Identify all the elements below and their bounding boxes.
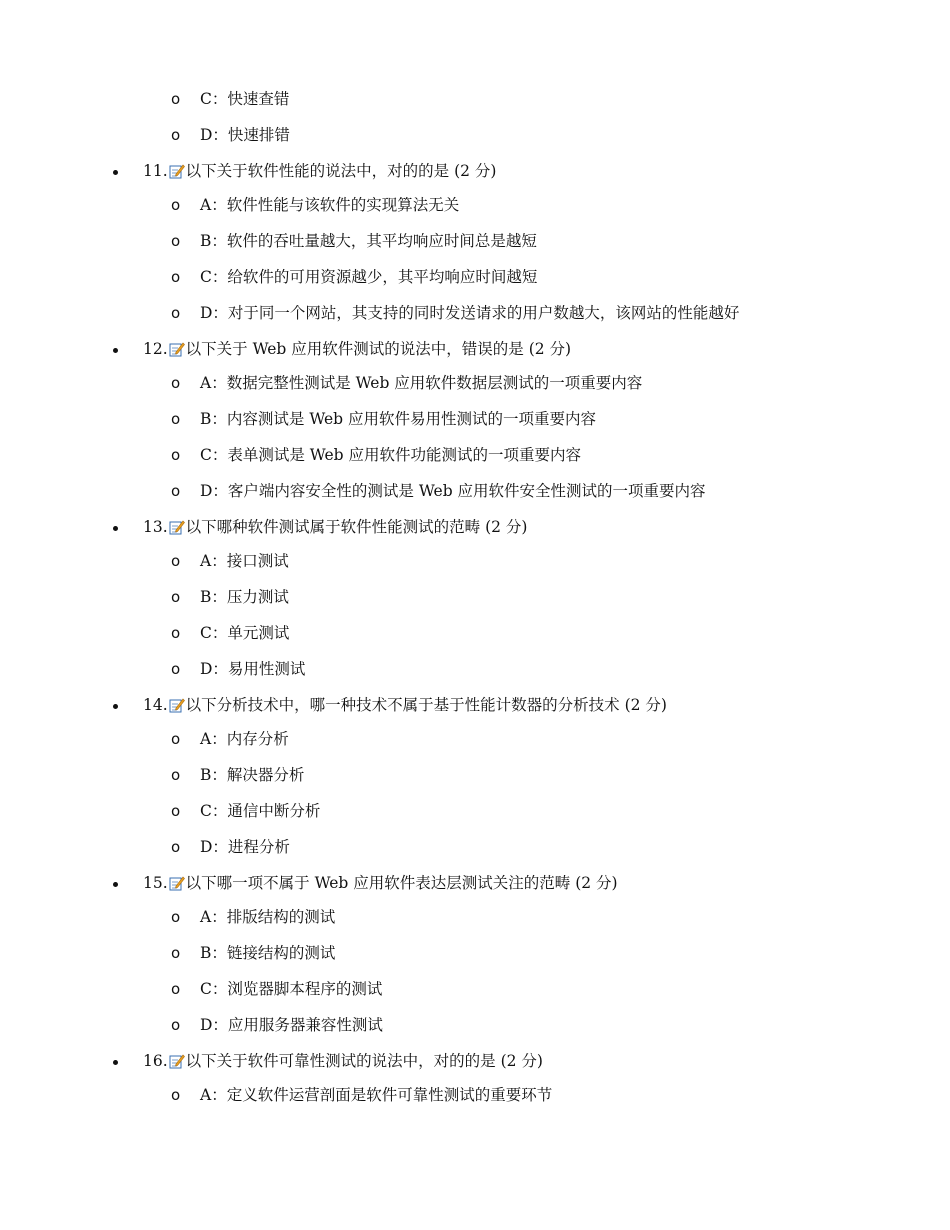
question-number: 13. <box>143 518 168 536</box>
sub-bullet: o <box>171 196 181 214</box>
question-heading <box>143 871 618 895</box>
sub-bullet: o <box>171 660 181 678</box>
edit-note-icon[interactable] <box>169 519 185 535</box>
sub-bullet: o <box>171 588 181 606</box>
option-text: D：易用性测试 <box>200 660 306 678</box>
sub-bullet: o <box>171 232 181 250</box>
option-text: A：软件性能与该软件的实现算法无关 <box>200 196 460 214</box>
question-text: 以下关于软件性能的说法中，对的的是 (2 分) <box>185 162 497 180</box>
question-heading <box>143 159 496 183</box>
bullet-dot <box>113 348 118 353</box>
edit-note-icon[interactable] <box>169 875 185 891</box>
sub-bullet: o <box>171 838 181 856</box>
sub-bullet: o <box>171 980 181 998</box>
sub-bullet: o <box>171 730 181 748</box>
sub-bullet: o <box>171 944 181 962</box>
option-text: D：客户端内容安全性的测试是 Web 应用软件安全性测试的一项重要内容 <box>200 482 706 500</box>
option-text: A：定义软件运营剖面是软件可靠性测试的重要环节 <box>200 1086 553 1104</box>
option-text: B：链接结构的测试 <box>200 944 336 962</box>
sub-bullet: o <box>171 410 181 428</box>
question-heading <box>143 515 527 539</box>
sub-bullet: o <box>171 766 181 784</box>
option-text: C：表单测试是 Web 应用软件功能测试的一项重要内容 <box>200 446 581 464</box>
option-text: B：解决器分析 <box>200 766 305 784</box>
edit-note-icon[interactable] <box>169 1053 185 1069</box>
sub-bullet: o <box>171 482 181 500</box>
question-heading <box>143 337 571 361</box>
sub-bullet: o <box>171 90 181 108</box>
sub-bullet: o <box>171 304 181 322</box>
question-text: 以下关于软件可靠性测试的说法中，对的的是 (2 分) <box>185 1052 543 1070</box>
option-text: C：浏览器脚本程序的测试 <box>200 980 383 998</box>
option-text: C：快速查错 <box>200 90 290 108</box>
bullet-dot <box>113 882 118 887</box>
question-heading <box>143 1049 543 1073</box>
question-number: 16. <box>143 1052 168 1070</box>
option-text: B：压力测试 <box>200 588 289 606</box>
option-text: D：对于同一个网站，其支持的同时发送请求的用户数越大，该网站的性能越好 <box>200 304 740 322</box>
sub-bullet: o <box>171 374 181 392</box>
edit-note-icon[interactable] <box>169 163 185 179</box>
question-number: 11. <box>143 162 168 180</box>
option-text: C：给软件的可用资源越少，其平均响应时间越短 <box>200 268 538 286</box>
option-text: D：进程分析 <box>200 838 290 856</box>
edit-note-icon[interactable] <box>169 341 185 357</box>
sub-bullet: o <box>171 446 181 464</box>
question-heading <box>143 693 667 717</box>
bullet-dot <box>113 1060 118 1065</box>
question-text: 以下关于 Web 应用软件测试的说法中，错误的是 (2 分) <box>185 340 572 358</box>
question-text: 以下哪一项不属于 Web 应用软件表达层测试关注的范畴 (2 分) <box>185 874 618 892</box>
bullet-dot <box>113 526 118 531</box>
sub-bullet: o <box>171 1016 181 1034</box>
option-text: B：内容测试是 Web 应用软件易用性测试的一项重要内容 <box>200 410 597 428</box>
edit-note-icon[interactable] <box>169 697 185 713</box>
sub-bullet: o <box>171 1086 181 1104</box>
bullet-dot <box>113 704 118 709</box>
question-number: 12. <box>143 340 168 358</box>
question-text: 以下分析技术中，哪一种技术不属于基于性能计数器的分析技术 (2 分) <box>185 696 667 714</box>
bullet-dot <box>113 170 118 175</box>
question-number: 15. <box>143 874 168 892</box>
sub-bullet: o <box>171 908 181 926</box>
option-text: B：软件的吞吐量越大，其平均响应时间总是越短 <box>200 232 537 250</box>
option-text: D：应用服务器兼容性测试 <box>200 1016 383 1034</box>
sub-bullet: o <box>171 126 181 144</box>
option-text: A：数据完整性测试是 Web 应用软件数据层测试的一项重要内容 <box>200 374 643 392</box>
option-text: A：排版结构的测试 <box>200 908 336 926</box>
sub-bullet: o <box>171 268 181 286</box>
sub-bullet: o <box>171 802 181 820</box>
question-number: 14. <box>143 696 168 714</box>
sub-bullet: o <box>171 552 181 570</box>
option-text: C：单元测试 <box>200 624 290 642</box>
option-text: A：接口测试 <box>200 552 289 570</box>
option-text: C：通信中断分析 <box>200 802 321 820</box>
sub-bullet: o <box>171 624 181 642</box>
option-text: D：快速排错 <box>200 126 290 144</box>
option-text: A：内存分析 <box>200 730 289 748</box>
question-text: 以下哪种软件测试属于软件性能测试的范畴 (2 分) <box>185 518 528 536</box>
